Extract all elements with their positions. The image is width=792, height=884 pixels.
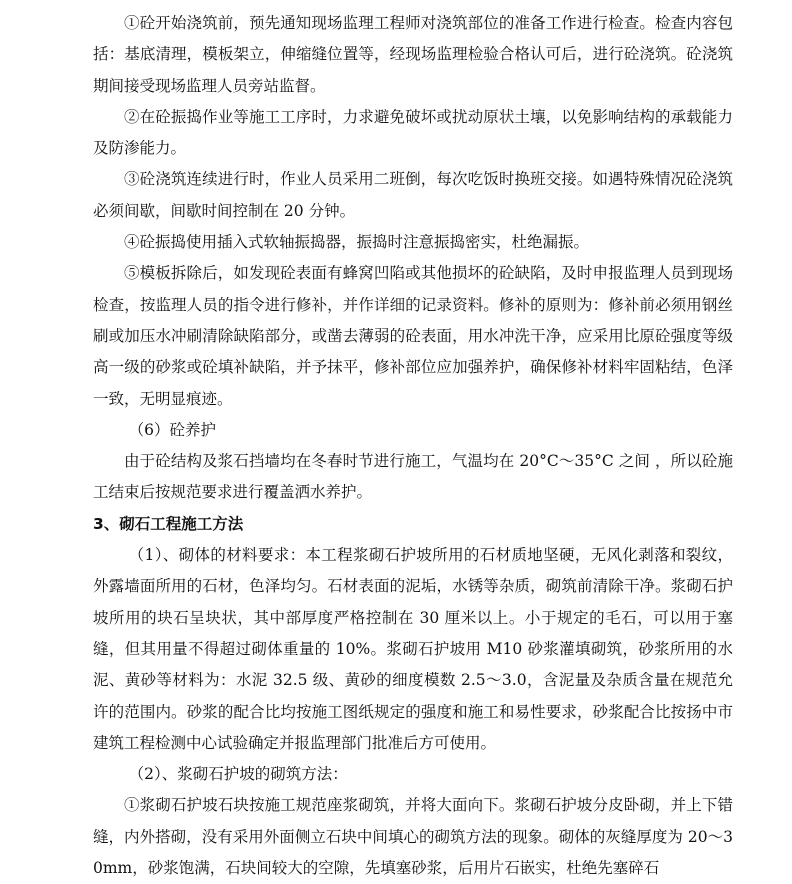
paragraph-vibrator-usage: ④砼振捣使用插入式软轴振捣器，振捣时注意振捣密实，杜绝漏振。 xyxy=(124,233,590,252)
paragraph-curing-method: 由于砼结构及浆石挡墙均在冬春时节进行施工，气温均在 20°C～35°C 之间 ，所以砼施工结束后按规范要求进行覆盖洒水养护。 xyxy=(93,452,733,502)
subheading-masonry-method: （2）、浆砌石护坡的砌筑方法： xyxy=(128,765,348,784)
paragraph-vibration-protection: ②在砼振捣作业等施工工序时，力求避免破坏或扰动原状土壤，以免影响结构的承载能力及防渗能力。 xyxy=(93,107,733,158)
subheading-concrete-curing: （6）砼养护 xyxy=(128,420,217,439)
paragraph-defect-repair: ⑤模板拆除后，如发现砼表面有蜂窝凹陷或其他损坏的砼缺陷，及时申报监理人员到现场检查，按监理人员的指令进行修补，并作详细的记录资料。修补的原则为：修补前必须用钢丝刷或加压水冲刷清除缺陷部分，或凿去薄弱的砼表面，用水冲洗干净，应采用比原砼强度等级高一级的砂浆或砼填补缺陷，并予抹平，修补部位应加强养护，确保修补材料牢固粘结，色泽一致，无明显痕迹。 xyxy=(93,264,733,408)
document-page xyxy=(93,8,733,884)
paragraph-concrete-pre-inspection: ①砼开始浇筑前，预先通知现场监理工程师对浇筑部位的准备工作进行检查。检查内容包括：基底清理，模板架立，伸缩缝位置等，经现场监理检验合格认可后，进行砼浇筑。砼浇筑期间接受现场监理人员旁站监督。 xyxy=(93,14,733,95)
paragraph-masonry-laying: ①浆砌石护坡石块按施工规范座浆砌筑，并将大面向下。浆砌石护坡分皮卧砌，并上下错缝，内外搭砌，没有采用外面侧立石块中间填心的砌筑方法的现象。砌体的灰缝厚度为 20～30mm，砂浆饱满，石块间较大的空隙，先填塞砂浆，后用片石嵌实，杜绝先塞碎石 xyxy=(93,796,733,878)
section-heading-masonry: 3、砌石工程施工方法 xyxy=(93,514,244,533)
paragraph-masonry-materials: （1）、砌体的材料要求：本工程浆砌石护坡所用的石材质地坚硬，无风化剥落和裂纹，外露墙面所用的石材，色泽均匀。石材表面的泥垢，水锈等杂质，砌筑前清除干净。浆砌石护坡所用的块石呈块状，其中部厚度严格控制在 30 厘米以上。小于规定的毛石，可以用于塞缝，但其用量不得超过砌体重量的 10%。浆砌石护坡用 M10 砂浆灌填砌筑，砂浆所用的水泥、黄砂等材料为：水泥 32.5 级、黄砂的细度模数 2.5～3.0，含泥量及杂质含量在规范允许的范围内。砂浆的配合比均按施工图纸规定的强度和施工和易性要求，砂浆配合比按扬中市建筑工程检测中心试验确定并报监理部门批准后方可使用。 xyxy=(93,546,733,752)
paragraph-continuous-pouring: ③砼浇筑连续进行时，作业人员采用二班倒，每次吃饭时换班交接。如遇特殊情况砼浇筑必须间歇，间歇时间控制在 20 分钟。 xyxy=(93,170,733,220)
